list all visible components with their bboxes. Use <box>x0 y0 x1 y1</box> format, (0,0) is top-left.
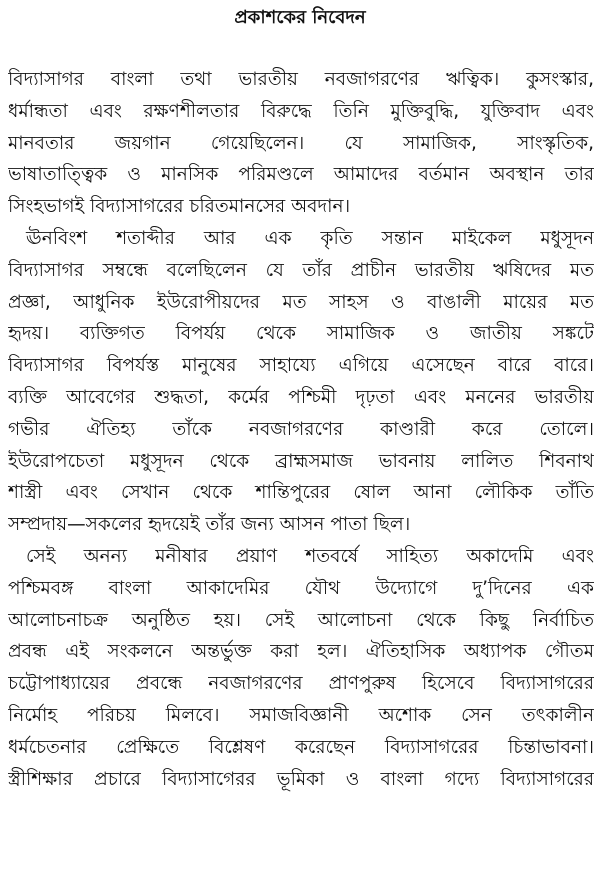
text-line: প্রজ্ঞা, আধুনিক ইউরোপীয়দের মত সাহস ও বাঙালী মায়ের মত <box>8 291 594 313</box>
text-line: ধর্মান্ধতা এবং রক্ষণশীলতার বিরুদ্ধে তিনি মুক্তিবুদ্ধি, যুক্তিবাদ এবং <box>8 100 594 122</box>
text-line: গভীর ঐতিহ্য তাঁকে নবজাগরণের কাণ্ডারী করে তোলে। <box>8 418 594 440</box>
text-line: নির্মোহ পরিচয় মিলবে। সমাজবিজ্ঞানী অশোক সেন তৎকালীন <box>8 704 594 726</box>
text-line: সম্প্রদায়—সকলের হৃদয়েই তাঁর জন্য আসন পাতা ছিল। <box>8 514 411 536</box>
text-line: ব্যক্তি আবেগের শুদ্ধতা, কর্মের পশ্চিমী দৃঢ়তা এবং মননের ভারতীয় <box>8 386 594 408</box>
text-line: বিদ্যাসাগর বাংলা তথা ভারতীয় নবজাগরণের ঋত্বিক। কুসংস্কার, <box>8 69 594 90</box>
paragraph-2 <box>8 223 594 541</box>
text-line: মানবতার জয়গান গেয়েছিলেন। যে সামাজিক, সাংস্কৃতিক, <box>8 132 594 154</box>
text-line: চট্টোপাধ্যায়ের প্রবন্ধে নবজাগরণের প্রাণপুরুষ হিসেবে বিদ্যাসাগরের <box>8 673 594 695</box>
page-title: প্রকাশকের নিবেদন <box>234 7 366 28</box>
text-line: সিংহভাগই বিদ্যাসাগরের চরিতমানসের অবদান। <box>8 196 351 218</box>
text-line: শাস্ত্রী এবং সেখান থেকে শান্তিপুরের ষোল আনা লৌকিক তাঁতি <box>8 482 594 504</box>
text-line: ভাষাতাত্ত্বিক ও মানসিক পরিমণ্ডলে আমাদের বর্তমান অবস্থান তার <box>8 164 594 186</box>
text-line: বিদ্যাসাগর বিপর্যস্ত মানুষের সাহায্যে এগিয়ে এসেছেন বারে বারে। <box>8 355 594 377</box>
text-line: সেই অনন্য মনীষার প্রয়াণ শতবর্ষে সাহিত্য অকাদেমি এবং <box>26 545 594 567</box>
text-line: ঊনবিংশ শতাব্দীর আর এক কৃতি সন্তান মাইকেল মধুসূদন <box>26 227 594 249</box>
text-line: আলোচনাচক্র অনুষ্ঠিত হয়। সেই আলোচনা থেকে কিছু নির্বাচিত <box>8 609 594 631</box>
document-body <box>8 64 594 795</box>
text-line: পশ্চিমবঙ্গ বাংলা আকাদেমির যৌথ উদ্যোগে দু’দিনের এক <box>8 577 594 599</box>
text-line: ইউরোপচেতা মধুসূদন থেকে ব্রাহ্মসমাজ ভাবনায় লালিত শিবনাথ <box>8 450 594 472</box>
paragraph-3 <box>8 541 594 795</box>
text-line: প্রবন্ধ এই সংকলনে অন্তর্ভুক্ত করা হল। ঐতিহাসিক অধ্যাপক গৌতম <box>8 641 594 663</box>
text-line: হৃদয়। ব্যক্তিগত বিপর্যয় থেকে সামাজিক ও জাতীয় সঙ্কটে <box>8 323 594 345</box>
text-line: বিদ্যাসাগর সম্বন্ধে বলেছিলেন যে তাঁর প্রাচীন ভারতীয় ঋষিদের মত <box>8 259 594 281</box>
paragraph-1 <box>8 64 594 223</box>
text-line: স্ত্রীশিক্ষার প্রচারে বিদ্যাসাগেরর ভূমিকা ও বাংলা গদ্যে বিদ্যাসাগরের <box>8 768 594 790</box>
text-line: ধর্মচেতনার প্রেক্ষিতে বিশ্লেষণ করেছেন বিদ্যাসাগরের চিন্তাভাবনা। <box>8 736 594 758</box>
